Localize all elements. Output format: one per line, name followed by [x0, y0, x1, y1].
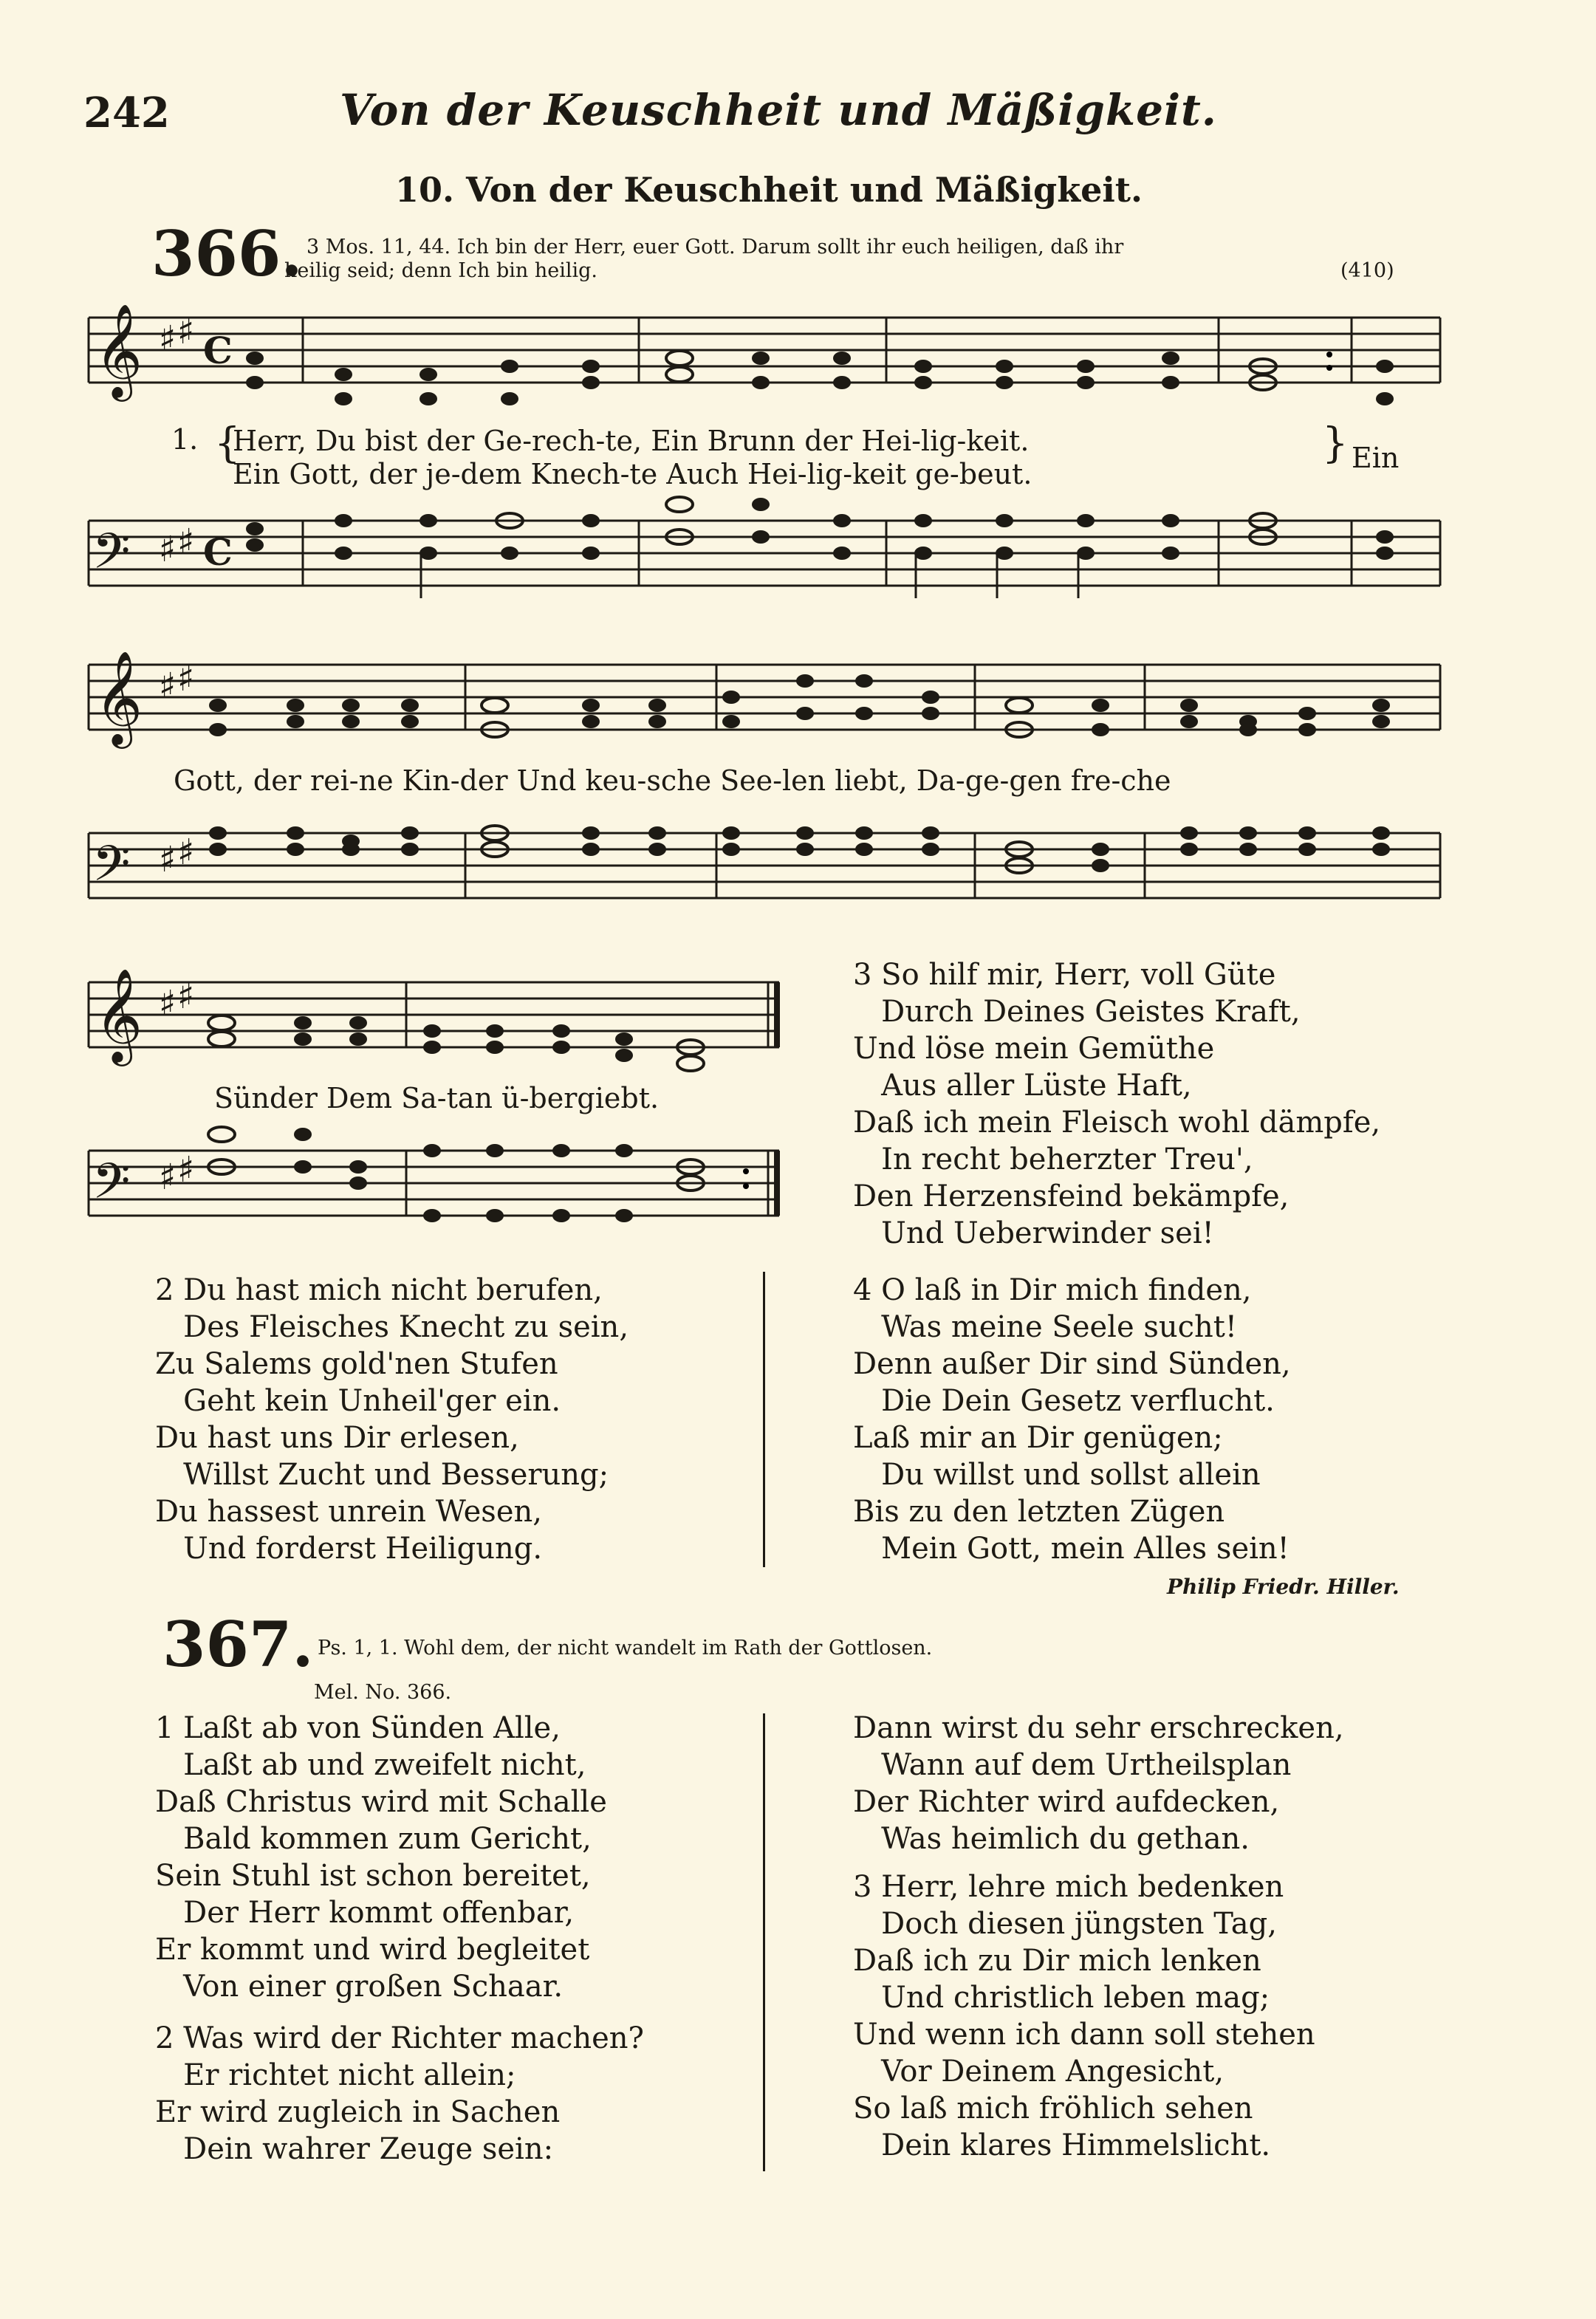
hymn-366-scripture-1: 3 Mos. 11, 44. Ich bin der Herr, euer Gott. Darum sollt ihr euch heiligen, daß ihr: [306, 236, 1124, 258]
treble-notes-3: [208, 1015, 704, 1071]
svg-text:♯: ♯: [177, 976, 195, 1017]
tune-number: (410): [1340, 259, 1394, 282]
hymn-366-scripture-2: heilig seid; denn Ich bin heilig.: [284, 259, 597, 282]
bass-notes-3: [208, 1127, 749, 1222]
hymn-367-scripture: Ps. 1, 1. Wohl dem, der nicht wandelt im Rath der Gottlosen.: [318, 1637, 933, 1659]
hymn-366-author: Philip Friedr. Hiller.: [1167, 1575, 1400, 1599]
hymn-367-verse-1: 1 Laßt ab von Sünden Alle, Laßt ab und zweifelt nicht, Daß Christus wird mit Schalle Bald kommen zum Gericht, Sein Stuhl ist schon bereitet, Der Herr kommt offenbar, Er kommt und wird begleitet Von einer großen Schaar.: [155, 1711, 607, 2004]
lyrics-system3: Sünder Dem Sa-tan ü-bergiebt.: [214, 1082, 660, 1114]
lyrics-system1-top: Herr, Du bist der Ge-rech-te, Ein Brunn der Hei-lig-keit.: [233, 425, 1030, 457]
bass-notes-1: [246, 497, 1394, 598]
svg-text:♯: ♯: [159, 318, 177, 360]
hymn-366-number: 366.: [151, 217, 303, 290]
running-head: Von der Keuschheit und Mäßigkeit.: [340, 85, 1217, 135]
lyrics-system1-bottom: Ein Gott, der je-dem Knech-te Auch Hei-lig-keit ge-beut.: [233, 458, 1032, 490]
hymn-367-number: 367.: [162, 1608, 314, 1681]
svg-text:𝄞: 𝄞: [95, 303, 143, 397]
brace-close: }: [1322, 419, 1349, 467]
svg-text:𝄢: 𝄢: [92, 523, 131, 592]
svg-text:♯: ♯: [177, 658, 195, 699]
section-title: 10. Von der Keuschheit und Mäßigkeit.: [395, 170, 1143, 210]
svg-text:♯: ♯: [159, 839, 177, 880]
column-divider-1: [763, 1272, 765, 1567]
treble-staff-2: [89, 650, 1440, 749]
svg-text:♯: ♯: [177, 832, 195, 873]
hymn-366-verse-4: 4 O laß in Dir mich finden, Was meine Seele sucht! Denn außer Dir sind Sünden, Die Dein Gesetz verflucht. Laß mir an Dir genügen; Du willst und sollst allein Bis zu den letzten Zügen Mein Gott, mein Alles sein!: [853, 1273, 1291, 1566]
bass-staff-2: [89, 832, 1440, 904]
treble-notes-2: [209, 674, 1390, 737]
svg-text:♯: ♯: [159, 983, 177, 1024]
hymn-367-verse-2: 2 Was wird der Richter machen? Er richtet nicht allein; Er wird zugleich in Sachen Dein wahrer Zeuge sein:: [155, 2021, 644, 2166]
svg-text:𝄢: 𝄢: [92, 1153, 131, 1222]
brace-open: {: [214, 419, 241, 467]
column-divider-2: [763, 1713, 765, 2171]
lyrics-system2: Gott, der rei-ne Kin-der Und keu-sche See-len liebt, Da-ge-gen fre-che: [174, 764, 1171, 797]
svg-text:𝄞: 𝄞: [95, 967, 143, 1062]
treble-notes-1: [246, 351, 1394, 405]
svg-text:♯: ♯: [177, 521, 195, 563]
svg-text:♯: ♯: [159, 1157, 177, 1198]
page-number: 242: [83, 89, 170, 137]
hymn-367-melody: Mel. No. 366.: [314, 1681, 452, 1704]
svg-text:♯: ♯: [177, 1149, 195, 1191]
hymn-367-verse-3: 3 Herr, lehre mich bedenken Doch diesen jüngsten Tag, Daß ich zu Dir mich lenken Und christlich leben mag; Und wenn ich dann soll stehen Vor Deinem Angesicht, So laß mich fröhlich sehen Dein klares Himmelslicht.: [853, 1870, 1315, 2162]
verse-number: 1.: [171, 423, 199, 456]
svg-text:𝄢: 𝄢: [92, 835, 131, 904]
svg-text:𝄞: 𝄞: [95, 650, 143, 744]
svg-text:♯: ♯: [159, 529, 177, 570]
hymn-367-verse-2-cont: Dann wirst du sehr erschrecken, Wann auf dem Urtheilsplan Der Richter wird aufdecken, Was heimlich du gethan.: [853, 1711, 1344, 1856]
svg-text:♯: ♯: [159, 665, 177, 707]
lyrics-pickup: Ein: [1352, 442, 1400, 474]
svg-text:♯: ♯: [177, 311, 195, 352]
svg-text:C: C: [203, 530, 233, 574]
svg-text:C: C: [203, 329, 233, 372]
hymn-366-verse-2: 2 Du hast mich nicht berufen, Des Fleisches Knecht zu sein, Zu Salems gold'nen Stufen Geht kein Unheil'ger ein. Du hast uns Dir erlesen, Willst Zucht und Besserung; Du hassest unrein Wesen, Und forderst Heiligung.: [155, 1273, 629, 1566]
hymn-366-verse-3: 3 So hilf mir, Herr, voll Güte Durch Deines Geistes Kraft, Und löse mein Gemüthe Aus aller Lüste Haft, Daß ich mein Fleisch wohl dämpfe, In recht beherzter Treu', Den Herzensfeind bekämpfe, Und Ueberwinder sei!: [853, 958, 1381, 1250]
